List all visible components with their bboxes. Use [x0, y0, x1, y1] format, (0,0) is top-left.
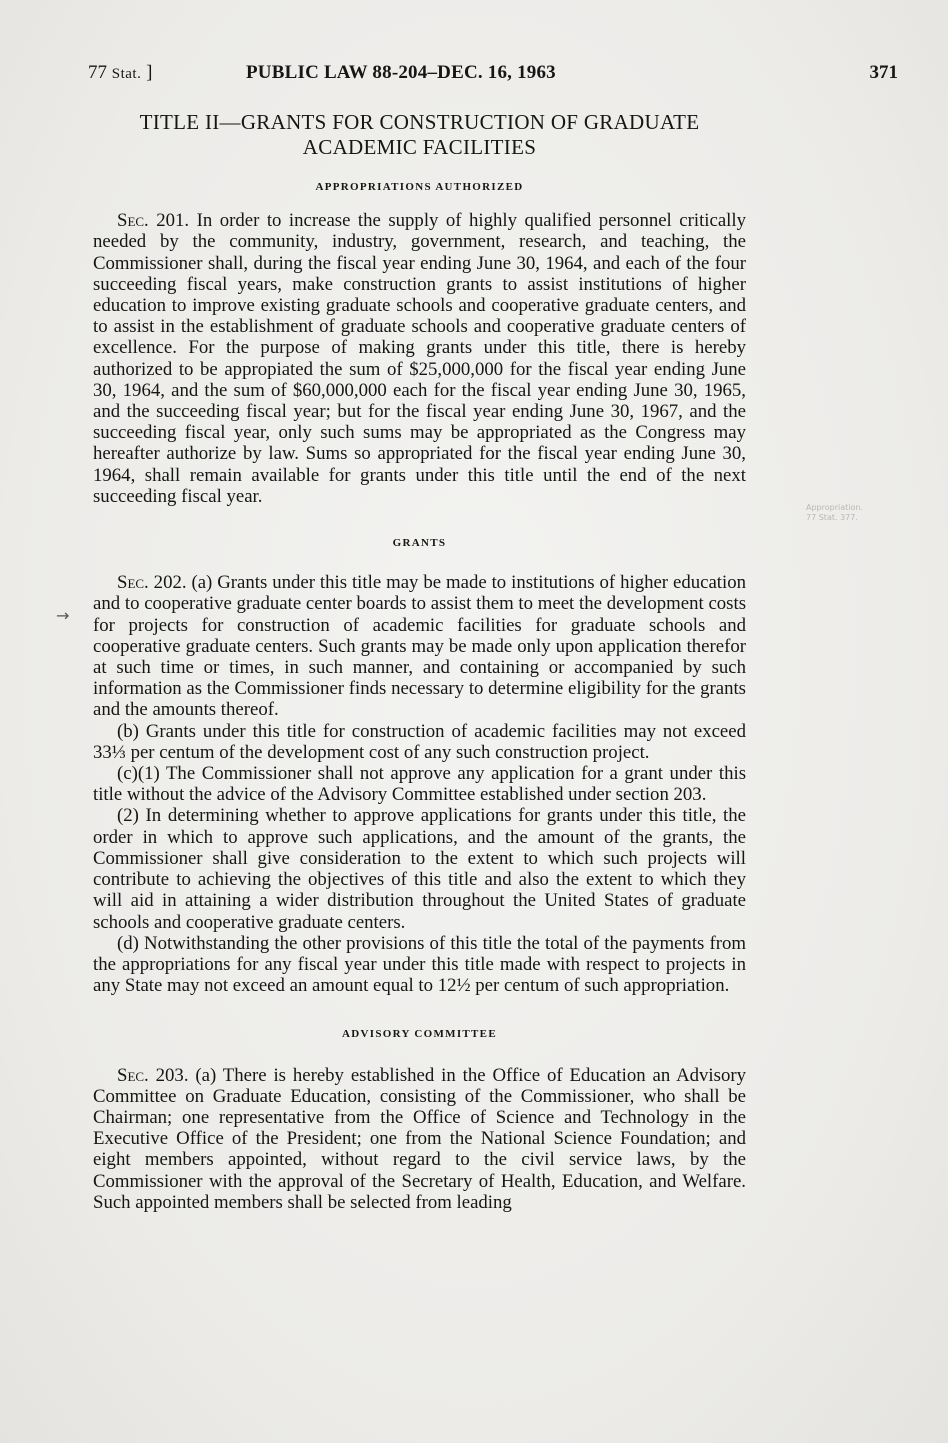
margin-note: Appropriation. 77 Stat. 377.	[806, 503, 863, 522]
advisory-committee-heading: ADVISORY COMMITTEE	[342, 1028, 497, 1041]
section-202c2: (2) In determining whether to approve applications for grants under this title, the order in which to approve such applications, and the amount of the grants, the Commissioner shall give consideration to the extent to which such projects will contribute to achieving the objectives of this title and also the extent to which they will aid in attaining a wider distribution throughout the United States of graduate schools and cooperative graduate centers.	[93, 805, 746, 933]
section-202b: (b) Grants under this title for construction of academic facilities may not exceed 33⅓ per centum of the development cost of any such construction project.	[93, 720, 746, 763]
section-202d: (d) Notwithstanding the other provisions of this title the total of the payments from the appropriations for any fiscal year under this title made with respect to projects in any State may not exceed an amount equal to 12½ per centum of such appropriation.	[93, 932, 746, 997]
body-text	[93, 110, 746, 1213]
page-number: 371	[869, 62, 898, 83]
section-202a: Sec. 202. (a) Grants under this title may be made to institutions of higher education and to cooperative graduate center boards to assist them to meet the development costs for projects for construction of academic facilities for graduate schools and cooperative graduate centers. Such grants may be made only upon application therefor at such time or times, in such manner, and containing or accompanied by such information as the Commissioner finds necessary to determine eligibility for the grants and the amounts thereof.	[93, 572, 746, 721]
statute-reference: 77 Stat. ]	[88, 62, 153, 83]
margin-arrow-icon: →	[56, 606, 70, 625]
appropriations-heading: APPROPRIATIONS AUTHORIZED	[315, 181, 524, 193]
section-202c1: (c)(1) The Commissioner shall not approve any application for a grant under this title without the advice of the Advisory Committee established under section 203.	[93, 763, 746, 806]
section-201: Sec. 201. In order to increase the supply of highly qualified personnel critically needed by the community, industry, government, research, and teaching, the Commissioner shall, during the fiscal year ending June 30, 1964, and each of the four succeeding fiscal years, make construction grants to assist institutions of higher education to improve existing graduate schools and cooperative graduate centers, and to assist in the establishment of graduate schools and cooperative graduate centers of excellence. For the purpose of making grants under this title, there is hereby authorized to be appropiated the sum of $25,000,000 for the fiscal year ending June 30, 1964, and the sum of $60,000,000 each for the fiscal year ending June 30, 1965, and the succeeding fiscal year; but for the fiscal year ending June 30, 1967, and the succeeding fiscal year, only such sums may be appropriated as the Congress may hereafter authorize by law. Sums so appropriated for the fiscal year ending June 30, 1964, shall remain available for grants under this title until the end of the next succeeding fiscal year.	[93, 210, 746, 507]
section-203a: Sec. 203. (a) There is hereby established in the Office of Education an Advisory Committee on Graduate Education, consisting of the Commissioner, who shall be Chairman; one representative from the Office of Science and Technology in the Executive Office of the President; one from the National Science Foundation; and eight members appointed, without regard to the civil service laws, by the Commissioner with the approval of the Secretary of Health, Education, and Welfare. Such appointed members shall be selected from leading	[93, 1064, 746, 1213]
grants-heading: GRANTS	[392, 537, 447, 550]
title-heading: TITLE II—GRANTS FOR CONSTRUCTION OF GRADUATE ACADEMIC FACILITIES	[139, 110, 700, 159]
running-head: PUBLIC LAW 88-204–DEC. 16, 1963	[246, 62, 556, 83]
page-header	[88, 62, 898, 86]
